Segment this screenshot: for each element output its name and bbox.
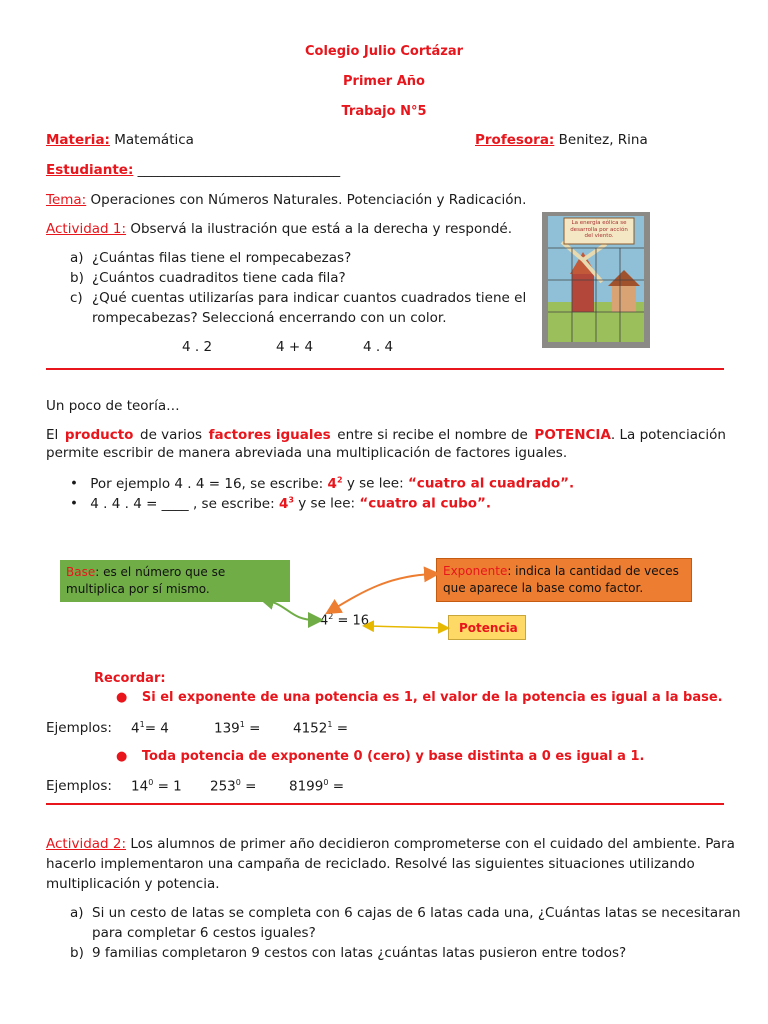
power-exponent: 0 [235,778,241,787]
item-text: 9 familias completaron 9 cestos con latas ¿cuántas latas pusieron entre todos? [92,945,627,961]
power-exponent: 2 [328,612,334,621]
text: . La potenciación [610,427,726,443]
power-result: = [332,778,345,795]
teacher-label: Profesora: [475,132,555,148]
power-result: = 4 [144,720,169,737]
school-title: Colegio Julio Cortázar [304,44,464,59]
activity2-item-b [70,945,627,961]
puzzle-caption: La energía eólica se desarrolla por acción del viento. [570,220,628,239]
power-result: = [245,778,257,795]
example-2-2 [210,778,256,795]
bullet-icon: • [70,475,78,492]
list-marker: a) [70,250,84,266]
list-marker: a) [70,905,84,921]
reading: “cuatro al cuadrado”. [407,475,575,492]
student-blank: ______________________________ [137,162,341,178]
power-exponent: 1 [239,720,245,729]
topic-value: Operaciones con Números Naturales. Potenciación y Radicación. [90,192,527,208]
keyword-producto: producto [64,427,134,443]
power-base: 253 [210,778,236,795]
student-label: Estudiante: [46,162,134,178]
power-base: 4 [320,613,329,629]
exponent-arrow [332,574,432,610]
activity1-label: Actividad 1: [46,221,127,237]
topic-label: Tema: [46,192,87,208]
keyword-potencia: POTENCIA [534,427,611,443]
exponent-text: : indica la cantidad de veces que aparece la base como factor. [443,564,679,595]
power-exponent: 1 [139,720,145,729]
text: entre si recibe el nombre de [337,427,528,443]
example-2-1 [131,778,182,795]
teacher-value: Benitez, Rina [558,132,648,148]
bullet-icon: ● [116,690,128,705]
activity2-line-3: multiplicación y potencia. [46,876,220,892]
list-marker: b) [70,270,84,286]
text: Por ejemplo 4 . 4 = 16, se escribe: [90,475,324,492]
item-text: ¿Qué cuentas utilizarías para indicar cuantos cuadrados tiene el [92,290,527,306]
power-result: = 16 [337,613,370,629]
example-2-3 [289,778,344,795]
item-text-continued: rompecabezas? Seleccioná encerrando con un color. [92,310,447,326]
exponent-title: Exponente [443,564,508,578]
power-base: 4152 [293,720,328,737]
power-result: = 1 [157,778,182,795]
list-marker: c) [70,290,83,306]
theory-line-2: permite escribir de manera abreviada una multiplicación de factores iguales. [46,445,568,461]
activity2-line-1 [46,836,736,852]
list-marker: b) [70,945,84,961]
rule-2 [116,749,644,764]
reading: “cuatro al cubo”. [359,495,492,512]
text: de varios [140,427,203,443]
rule-text: Toda potencia de exponente 0 (cero) y base distinta a 0 es igual a 1. [141,749,645,764]
examples-1-label: Ejemplos: [46,720,112,736]
rule-1 [116,690,723,705]
power-base: 14 [131,778,149,795]
option-2: 4 + 4 [276,339,314,355]
option-3: 4 . 4 [363,339,394,355]
power-result: = [249,720,261,737]
power-base: 139 [214,720,240,737]
potencia-box: Potencia [448,615,526,640]
item-text-continued: para completar 6 cestos iguales? [92,925,316,941]
text: y se lee: [298,495,356,512]
activity2-item-a [70,905,741,941]
subject-label: Materia: [46,132,110,148]
text: y se lee: [346,475,404,492]
example-1-2 [214,720,260,737]
year-title: Primer Año [343,74,425,89]
theory-intro: Un poco de teoría… [46,398,180,414]
power-base: 4 [278,495,289,512]
potencia-arrow [368,626,444,628]
divider-2 [46,803,724,805]
example-1-1 [131,720,169,737]
remember-title: Recordar: [94,671,166,686]
power-exponent: 2 [336,475,343,484]
bullet-icon: • [70,495,78,512]
power-base: 8199 [289,778,324,795]
power-result: = [336,720,349,737]
text: El [46,427,59,443]
subject-value: Matemática [114,132,194,148]
activity2-text: Los alumnos de primer año decidieron comprometerse con el cuidado del ambiente. Para [130,836,735,852]
base-text: : es el número que se multiplica por sí mismo. [66,565,226,596]
item-text: ¿Cuántas filas tiene el rompecabezas? [92,250,352,266]
power-exponent: 0 [323,778,329,787]
power-base: 4 [131,720,140,737]
activity2-label: Actividad 2: [46,836,127,852]
option-1: 4 . 2 [182,339,213,355]
activity2-line-2: hacerlo implementaron una campaña de reciclado. Resolvé las siguientes situaciones utilizando [46,856,695,872]
item-text: Si un cesto de latas se completa con 6 cajas de 6 latas cada una, ¿Cuántas latas se necesitaran [92,905,741,921]
power-base: 4 [327,475,337,492]
text: 4 . 4 . 4 = ____ , se escribe: [90,495,275,512]
power-exponent: 1 [327,720,333,729]
examples-2-label: Ejemplos: [46,778,112,794]
rule-text: Si el exponente de una potencia es 1, el valor de la potencia es igual a la base. [141,690,723,705]
power-exponent: 3 [288,495,294,504]
work-title: Trabajo N°5 [341,104,427,119]
base-title: Base [66,565,96,579]
bullet-icon: ● [116,749,128,764]
keyword-factores-iguales: factores iguales [208,427,331,443]
base-arrow [266,600,316,620]
activity1-text: Observá la ilustración que está a la derecha y respondé. [130,221,512,237]
item-text: ¿Cuántos cuadraditos tiene cada fila? [92,270,346,286]
example-1-3 [293,720,348,737]
power-exponent: 0 [148,778,154,787]
